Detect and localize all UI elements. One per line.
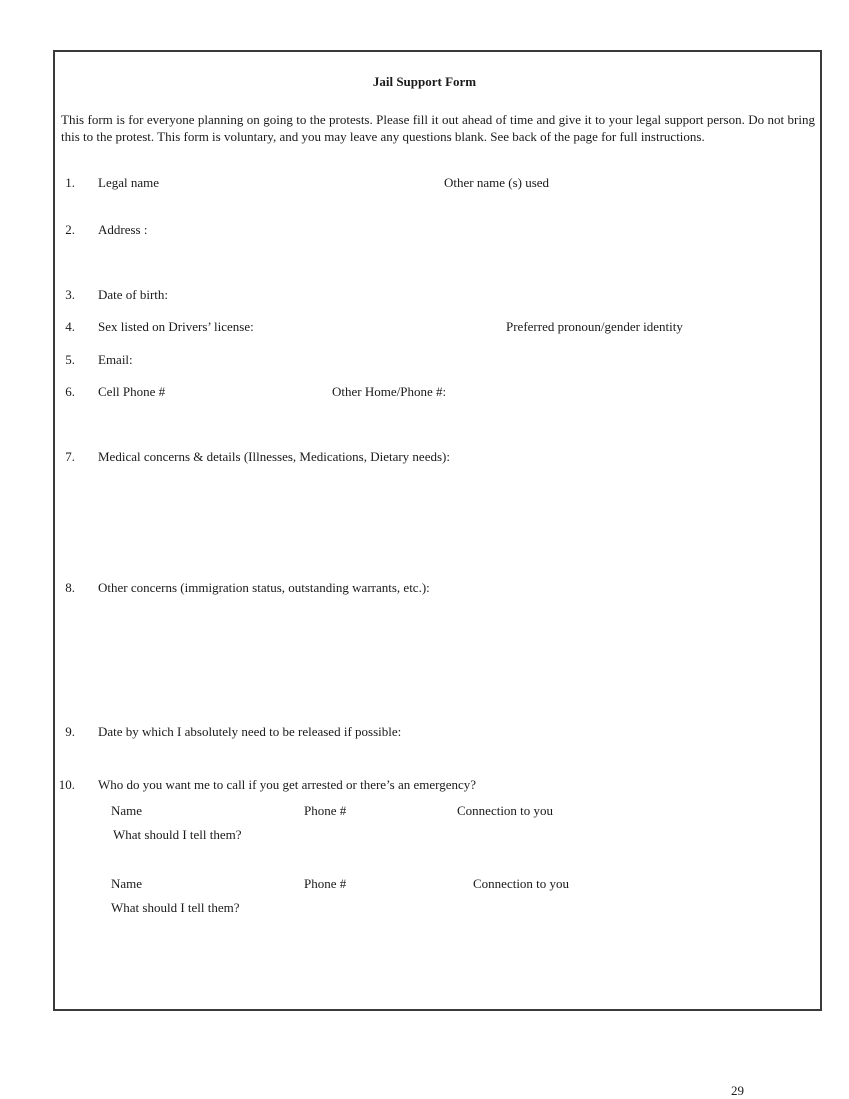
question-number: 3. <box>65 287 75 302</box>
question-3 <box>53 287 75 303</box>
sex-license-label: Sex listed on Drivers’ license: <box>98 319 254 334</box>
release-date-label: Date by which I absolutely need to be released if possible: <box>98 724 402 739</box>
address-label: Address : <box>98 222 148 237</box>
page-number: 29 <box>731 1083 744 1098</box>
question-4 <box>53 319 75 335</box>
form-intro: This form is for everyone planning on going to the protests. Please fill it out ahead of time and give it to your legal support person. Do not bring this to the protest. This form is voluntary, and you may leave any questions blank. See back of the page for full instructions. <box>61 112 815 144</box>
cell-phone-label: Cell Phone # <box>98 384 166 399</box>
contact-2-name-label: Name <box>111 876 143 891</box>
date-of-birth-label: Date of birth: <box>98 287 169 302</box>
question-number: 9. <box>65 724 75 739</box>
question-8 <box>53 580 75 596</box>
contact-2-tell-label: What should I tell them? <box>111 900 240 915</box>
question-number: 5. <box>65 352 75 367</box>
other-names-label: Other name (s) used <box>444 175 550 190</box>
question-number: 10. <box>58 777 75 792</box>
question-1 <box>53 175 75 191</box>
question-6 <box>53 384 75 400</box>
contact-1-connection-label: Connection to you <box>457 803 554 818</box>
emergency-contact-label: Who do you want me to call if you get arrested or there’s an emergency? <box>98 777 477 792</box>
contact-1-phone-label: Phone # <box>304 803 347 818</box>
medical-concerns-label: Medical concerns & details (Illnesses, Medications, Dietary needs): <box>98 449 450 464</box>
other-phone-label: Other Home/Phone #: <box>332 384 447 399</box>
other-concerns-label: Other concerns (immigration status, outstanding warrants, etc.): <box>98 580 430 595</box>
contact-1-tell-label: What should I tell them? <box>113 827 242 842</box>
question-number: 8. <box>65 580 75 595</box>
question-number: 1. <box>65 175 75 190</box>
question-number: 7. <box>65 449 75 464</box>
form-border <box>53 50 822 1011</box>
email-label: Email: <box>98 352 133 367</box>
question-10 <box>53 777 75 793</box>
contact-2-connection-label: Connection to you <box>473 876 570 891</box>
question-number: 2. <box>65 222 75 237</box>
question-5 <box>53 352 75 368</box>
question-9 <box>53 724 75 740</box>
contact-1-name-label: Name <box>111 803 143 818</box>
contact-2-phone-label: Phone # <box>304 876 347 891</box>
question-2 <box>53 222 75 238</box>
question-number: 4. <box>65 319 75 334</box>
legal-name-label: Legal name <box>98 175 159 190</box>
form-title: Jail Support Form <box>372 74 477 89</box>
pronoun-label: Preferred pronoun/gender identity <box>506 319 683 334</box>
question-7 <box>53 449 75 465</box>
question-number: 6. <box>65 384 75 399</box>
